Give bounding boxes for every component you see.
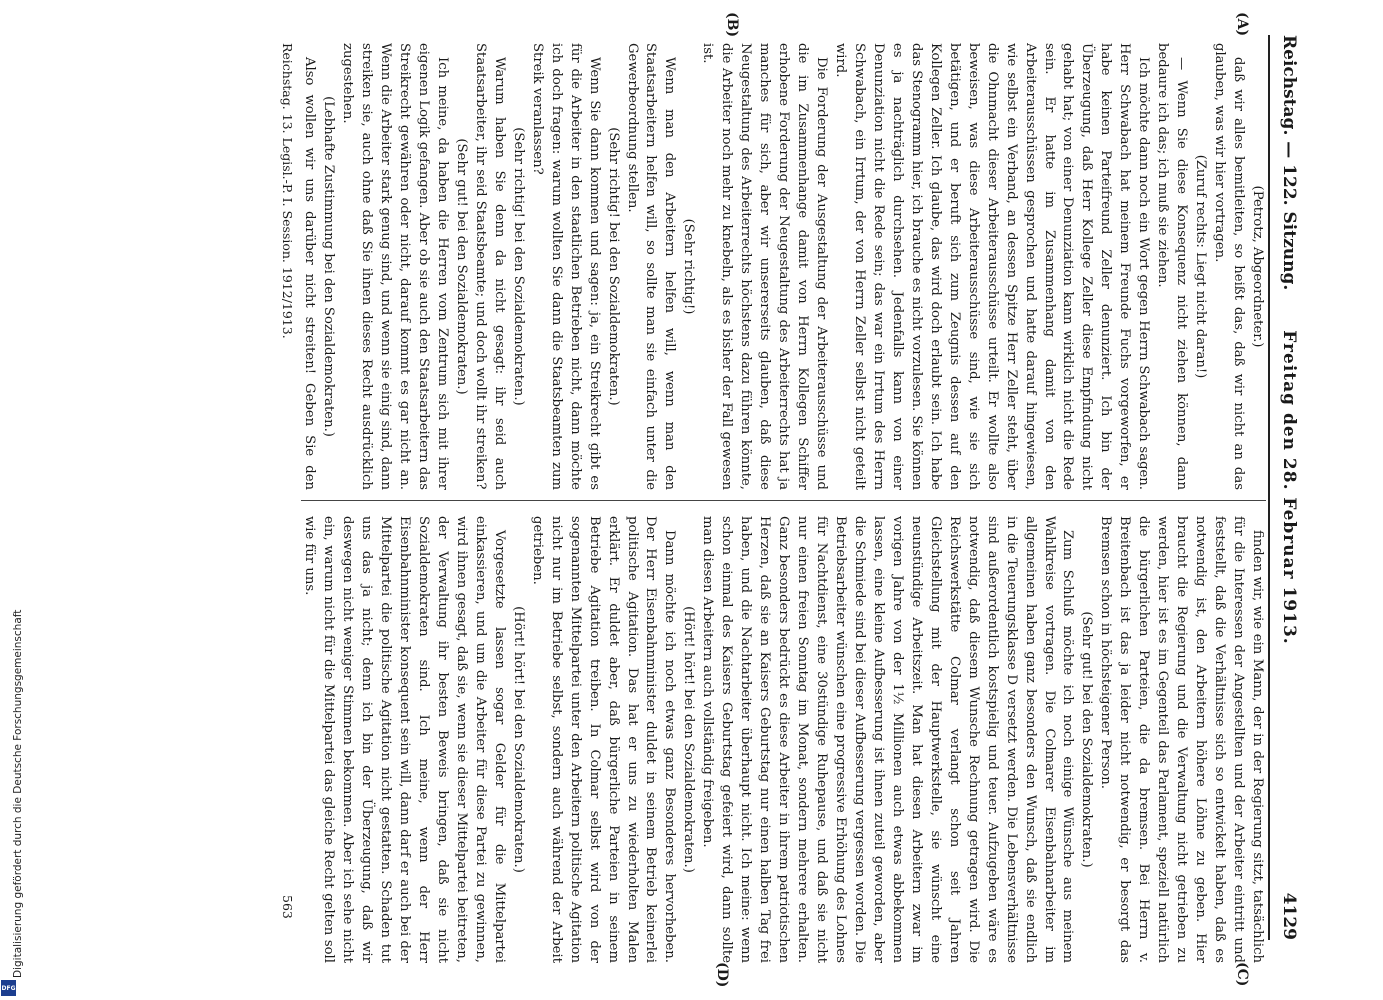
margin-mark-d: (D) (714, 962, 730, 988)
credit-text: Digitalisierung gefördert durch die Deutsche Forschungsgemeinschaft (12, 609, 24, 978)
paragraph: (Hört! hört! bei den Sozialdemokraten.) (681, 606, 697, 873)
header-rule (1268, 35, 1270, 940)
dfg-logo: DFG (1, 980, 16, 996)
left-text-column (301, 43, 1266, 490)
paragraph: (Sehr richtig!) (681, 218, 697, 315)
paragraph: (Petrotz, Abgeordneter.) (1250, 185, 1265, 348)
digitization-credit (0, 0, 24, 1000)
paragraph: finden wir, wie ein Mann, der in der Regierung sitzt, tatsächlich für die Interessen der Angestellten und der Arbeiter eintritt und feststellt, daß die Verhältnisse sich so entwickelt haben, daß es notwendig ist, den Arbeitern höhere Löhne zu geben. Hier braucht die Regierung und die Verwaltung nicht getrieben zu werden, hier ist es im Gegenteil das Parlament, speziell natürlich die bürgerlichen Parteien, die da bremsen. Bei Herrn v. Breitenbach ist das ja leider nicht notwendig, er besorgt das Bremsen schon in höchsteigener Person. (1098, 516, 1265, 963)
document-page (70, 0, 1310, 1000)
paragraph: — Wenn Sie diese Konsequenz nicht ziehen können, dann bedaure ich das; ich muß sie ziehen. (1155, 43, 1190, 490)
margin-mark-b: (B) (724, 12, 740, 38)
right-text-column (301, 516, 1266, 963)
header-date: Freitag den 28. Februar 1913. (1279, 330, 1299, 645)
page-header (1275, 35, 1305, 940)
paragraph: Warum haben Sie denn da nicht gesagt: ihr seid auch Staatsarbeiter, ihr seid Staatsbeamte; und doch wollt ihr streiken? (472, 43, 507, 490)
paragraph: Vorgesetzte lassen sogar Gelder für die Mittelpartei einkassieren, und um die Arbeiter für diese Partei zu gewinnen, wird ihnen gesagt, daß sie, wenn sie dieser Mittelpartei beitreten, der Verwaltung ihr besten Beweis bringen, daß sie nicht Sozialdemokraten sind. Ich meine, wenn der Herr Eisenbahnminister konsequent sein will, dann darf er auch bei der Mittelpartei die politische Agitation nicht gestatten. Schaden tut uns das ja nicht; denn ich bin der Überzeugung, daß wir deswegen nicht weniger Stimmen bekommen. Aber ich sehe nicht ein, warum nicht für die Mittelpartei das gleiche Recht gelten soll wie für uns. (302, 516, 507, 963)
footer-page-number: 563 (280, 895, 295, 919)
paragraph: Ich möchte dann noch ein Wort gegen Herrn Schwabach sagen. Herr Schwabach hat meinem Freunde Fuchs vorgeworfen, er habe keinen Parteifreund Zeller denunziert. Ich bin der Überzeugung, daß Herr Kollege Zeller diese Empfindung nicht gehabt hat; von einer Denunziation kann wirklich nicht die Rede sein. Er hatte im Zusammenhang damit von den Arbeiterausschüssen gesprochen und hatte darauf hingewiesen, wie selbst ein Verband, an dessen Spitze Herr Zeller steht, über die Ohnmacht dieser Arbeiterausschüsse urteilt. Er wollte also beweisen, was diese Arbeiterausschüsse sind, wie sie sich betätigen, und er beruft sich zum Zeugnis dessen auf den Kollegen Zeller. Ich glaube, das wird doch erlaubt sein. Ich habe das Stenogramm hier, ich brauche es nicht vorzulesen. Sie können es ja nachträglich durchsehen. Jedenfalls kann von einer Denunziation nicht die Rede sein; das war ein Irrtum des Herrn Schwabach, ein Irrtum, der von Herrn Zeller selbst nicht geteilt wird. (833, 43, 1152, 490)
column-divider (301, 500, 1266, 501)
footer-legislature: Reichstag. 13. Legisl.-P. I. Session. 1912/1913. (280, 43, 295, 339)
paragraph: (Zuruf rechts: Liegt nicht daran!) (1193, 154, 1209, 379)
header-page-number: 4129 (1279, 892, 1299, 940)
header-session: Reichstag. — 122. Sitzung. (1279, 35, 1299, 291)
paragraph: Wenn man den Arbeitern helfen will, wenn man den Staatsarbeitern helfen will, so sollte man sie einfach unter die Gewerbeordnung stellen. (624, 43, 678, 490)
paragraph: (Hört! hört! bei den Sozialdemokraten.) (510, 606, 526, 873)
paragraph: (Lebhafte Zustimmung bei den Sozialdemokraten.) (321, 96, 337, 437)
paragraph: Die Forderung der Ausgestaltung der Arbeiterausschüsse und die im Zusammenhange damit von Herrn Kollegen Schiffer erhobene Forderung der Neugestaltung des Arbeiterrechts hat ja manches für sich, aber wir unsererseits glauben, daß diese Neugestaltung des Arbeiterrechts höchstens dazu führen könnte, die Arbeiter noch mehr zu knebeln, als es bisher der Fall gewesen ist. (700, 43, 830, 490)
paragraph: (Sehr gut! bei den Sozialdemokraten.) (453, 138, 469, 395)
paragraph: Ich meine, da haben die Herren vom Zentrum sich mit ihrer eigenen Logik gefangen. Aber ob sie auch den Staatsarbeitern das Streikrecht gewähren oder nicht, darauf kommt es gar nicht an. Wenn die Arbeiter stark genug sind, und wenn sie einig sind, dann streiken sie, auch ohne daß Sie ihnen dieses Recht ausdrücklich zugestehen. (340, 43, 451, 490)
paragraph: (Sehr richtig! bei den Sozialdemokraten.) (510, 127, 526, 406)
paragraph: Dann möchte ich noch etwas ganz Besonderes hervorheben. Der Herr Eisenbahnminister duldet in seinem Betrieb keinerlei politische Agitation. Das hat er uns zu wiederholten Malen erklärt. Er duldet aber, daß bürgerliche Parteien in seinem Betriebe Agitation treiben. In Colmar selbst wird von der sogenannten Mittelpartei unter den Arbeitern politische Agitation nicht nur im Betriebe selbst, sondern auch während der Arbeit getrieben. (529, 516, 678, 963)
paragraph: (Sehr gut! bei den Sozialdemokraten.) (1079, 611, 1095, 868)
margin-mark-c: (C) (1234, 962, 1250, 987)
paragraph: (Sehr richtig! bei den Sozialdemokraten.) (605, 127, 621, 406)
paragraph: Also wollen wir uns darüber nicht streiten! Geben Sie den (302, 57, 318, 490)
paragraph: Wenn Sie dann kommen und sagen: ja, ein Streikrecht gibt es für die Arbeiter in den staatlichen Betrieben nicht, dann möchte ich doch fragen: warum wollten Sie dann die Staatsbeamten zum Streik veranlassen? (529, 43, 602, 490)
paragraph: daß wir alles bemitleiten, so heißt das, daß wir nicht an das glauben, was wir hier vortragen. (1212, 43, 1247, 490)
paragraph: Zum Schluß möchte ich noch einige Wünsche aus meinem Wahlkreise vortragen. Die Colmarer Eisenbahnarbeiter im allgemeinen haben ganz besonders den Wunsch, daß sie endlich in die Teuerungsklasse D versetzt werden. Die Lebensverhältnisse sind außerordentlich kostspielig und teuer. Aufzugeben wäre es notwendig, daß diesem Wunsche Rechnung getragen wird. Die Reichswerkstätte Colmar verlangt schon seit Jahren Gleichstellung mit der Hauptwerkstelle, sie wünscht eine neunstündige Arbeitszeit. Man hat diesen Arbeitern zwar im vorigen Jahre von der 1½ Millionen auch etwas abbekommen lassen, eine kleine Aufbesserung ist ihnen zuteil geworden, aber die Schmiede sind bei dieser Aufbesserung vergessen worden. Die Betriebsarbeiter wünschen eine progressive Erhöhung des Lohnes für Nachtdienst, eine 30stündige Ruhepause, und daß sie nicht nur einen freien Sonntag im Monat, sondern mehrere erhalten. Ganz besonders bedrückt es diese Arbeiter in ihrem patriotischen Herzen, daß sie an Kaisers Geburtstag nur einen halben Tag frei haben, und die Nachtarbeiter überhaupt nicht. Ich meine: wenn schon einmal des Kaisers Geburtstag gefeiert wird, dann sollte man diesen Arbeitern auch vollständig freigeben. (700, 516, 1076, 963)
margin-mark-a: (A) (1234, 12, 1250, 37)
